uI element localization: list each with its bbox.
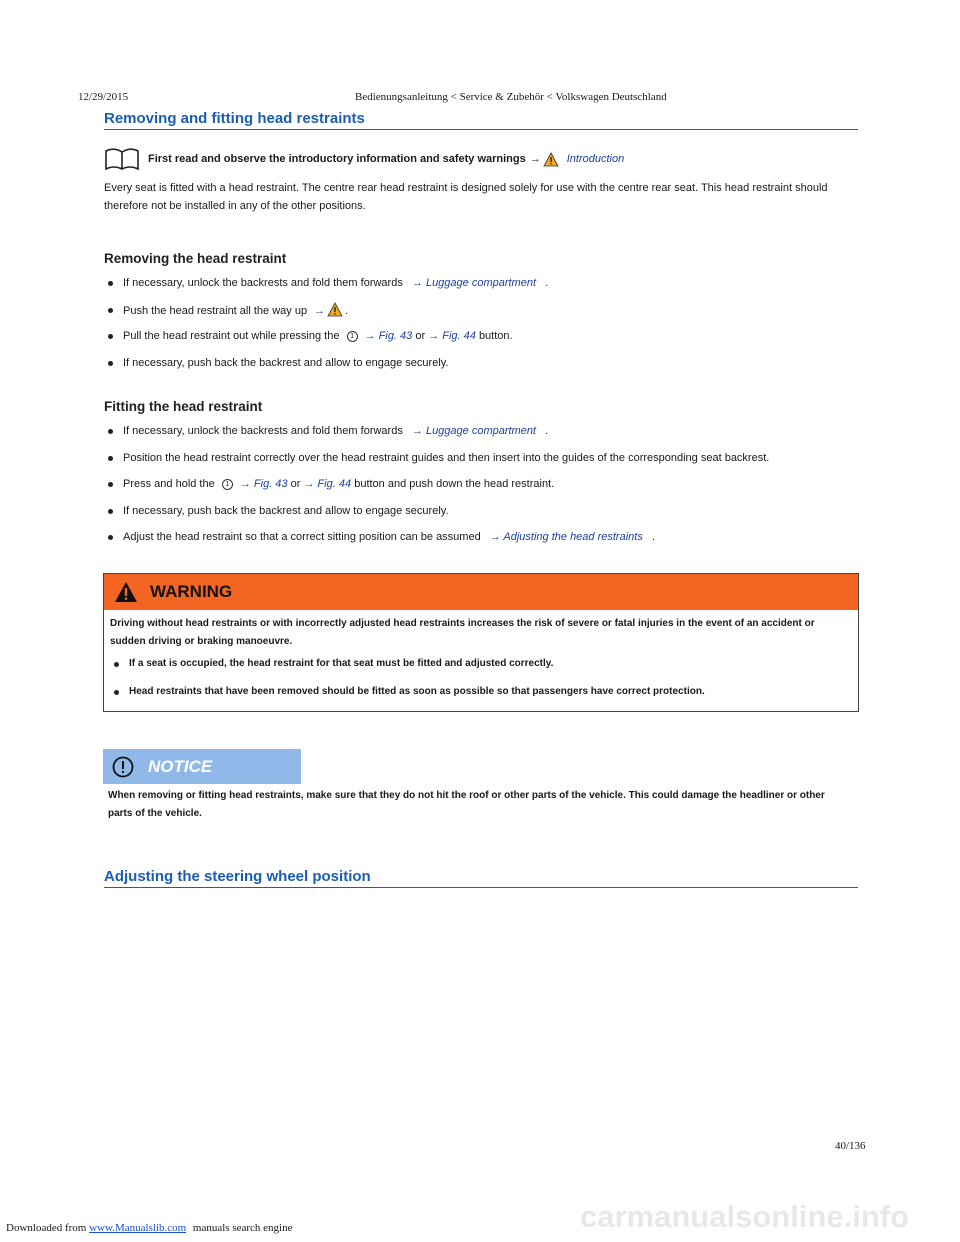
manualslib-link[interactable]: www.Manualslib.com [89, 1222, 187, 1234]
intro-text: First read and observe the introductory information and safety warnings [148, 153, 526, 165]
footer: Downloaded from www.Manualslib.com manuals search engine [6, 1222, 293, 1234]
warning-body [104, 610, 858, 712]
list-item: If necessary, push back the backrest and allow to engage securely. [104, 355, 854, 382]
fig-44-link[interactable]: → Fig. 44 [428, 330, 476, 342]
intro-row [104, 146, 624, 172]
list-item: If necessary, unlock the backrests and fold them forwards → Luggage compartment . [104, 423, 854, 450]
luggage-compartment-link[interactable]: → Luggage compartment [411, 425, 537, 437]
notice-text: When removing or fitting head restraints, make sure that they do not hit the roof or other parts of the vehicle. This could damage the headliner or other parts of the vehicle. [108, 790, 825, 819]
section-title-steering-wheel: Adjusting the steering wheel position [104, 868, 858, 888]
fitting-title: Fitting the head restraint [104, 399, 263, 414]
warning-box [103, 573, 859, 712]
introduction-link[interactable]: Introduction [566, 153, 625, 165]
section-title-removing-fitting: Removing and fitting head restraints [104, 110, 858, 130]
list-item: Pull the head restraint out while pressing the 1 → Fig. 43 or → Fig. 44 button. [104, 328, 854, 355]
warning-icon [114, 581, 138, 603]
fig-44-link[interactable]: → Fig. 44 [303, 478, 352, 490]
list-item: Adjust the head restraint so that a correct sitting position can be assumed → Adjusting the head restraints . [104, 529, 854, 556]
list-item: Head restraints that have been removed should be fitted as soon as possible so that passengers have correct protection. [110, 684, 851, 712]
removing-list [104, 275, 854, 381]
header-date: 12/29/2015 [78, 91, 129, 103]
warning-link[interactable]: → [314, 304, 326, 317]
callout-number: 1 [222, 479, 233, 490]
fig-43-link[interactable]: → Fig. 43 [239, 478, 288, 490]
luggage-compartment-link[interactable]: → Luggage compartment [411, 277, 537, 289]
header-title: Bedienungsanleitung < Service & Zubehör < Volkswagen Deutschland [355, 91, 667, 103]
removing-title: Removing the head restraint [104, 251, 287, 266]
fitting-list [104, 423, 854, 556]
warning-list [110, 656, 851, 712]
seat-intro-paragraph: Every seat is fitted with a head restraint. The centre rear head restraint is designed solely for use with the centre rear seat. This head restraint should therefore not be installed in any of the other positions. [104, 182, 828, 212]
warning-label: WARNING [150, 582, 233, 601]
notice-icon [112, 756, 134, 778]
book-icon [104, 147, 140, 171]
list-item: If necessary, unlock the backrests and fold them forwards → Luggage compartment . [104, 275, 854, 302]
warning-triangle-icon [543, 152, 559, 167]
page-number: 40/136 [835, 1140, 866, 1152]
list-item: If a seat is occupied, the head restraint for that seat must be fitted and adjusted correctly. [110, 656, 851, 684]
warning-triangle-icon [327, 302, 343, 317]
list-item: Push the head restraint all the way up → . [104, 302, 854, 329]
callout-number: 1 [347, 331, 358, 342]
warning-header [104, 574, 858, 610]
intro-arrow: → [529, 153, 541, 165]
notice-header [103, 749, 301, 784]
notice-label: NOTICE [148, 756, 213, 776]
warning-text: Driving without head restraints or with incorrectly adjusted head restraints increases the risk of severe or fatal injuries in the event of an accident or sudden driving or braking manoeuvre. [110, 618, 815, 647]
watermark: carmanualsonline.info [580, 1199, 910, 1234]
list-item: Press and hold the 1 → Fig. 43 or → Fig. 44 button and push down the head restraint. [104, 476, 854, 503]
fig-43-link[interactable]: → Fig. 43 [364, 330, 413, 342]
list-item: Position the head restraint correctly over the head restraint guides and then insert into the guides of the corresponding seat backrest. [104, 450, 854, 477]
adjusting-head-restraints-link[interactable]: → Adjusting the head restraints [489, 531, 643, 543]
list-item: If necessary, push back the backrest and allow to engage securely. [104, 503, 854, 530]
